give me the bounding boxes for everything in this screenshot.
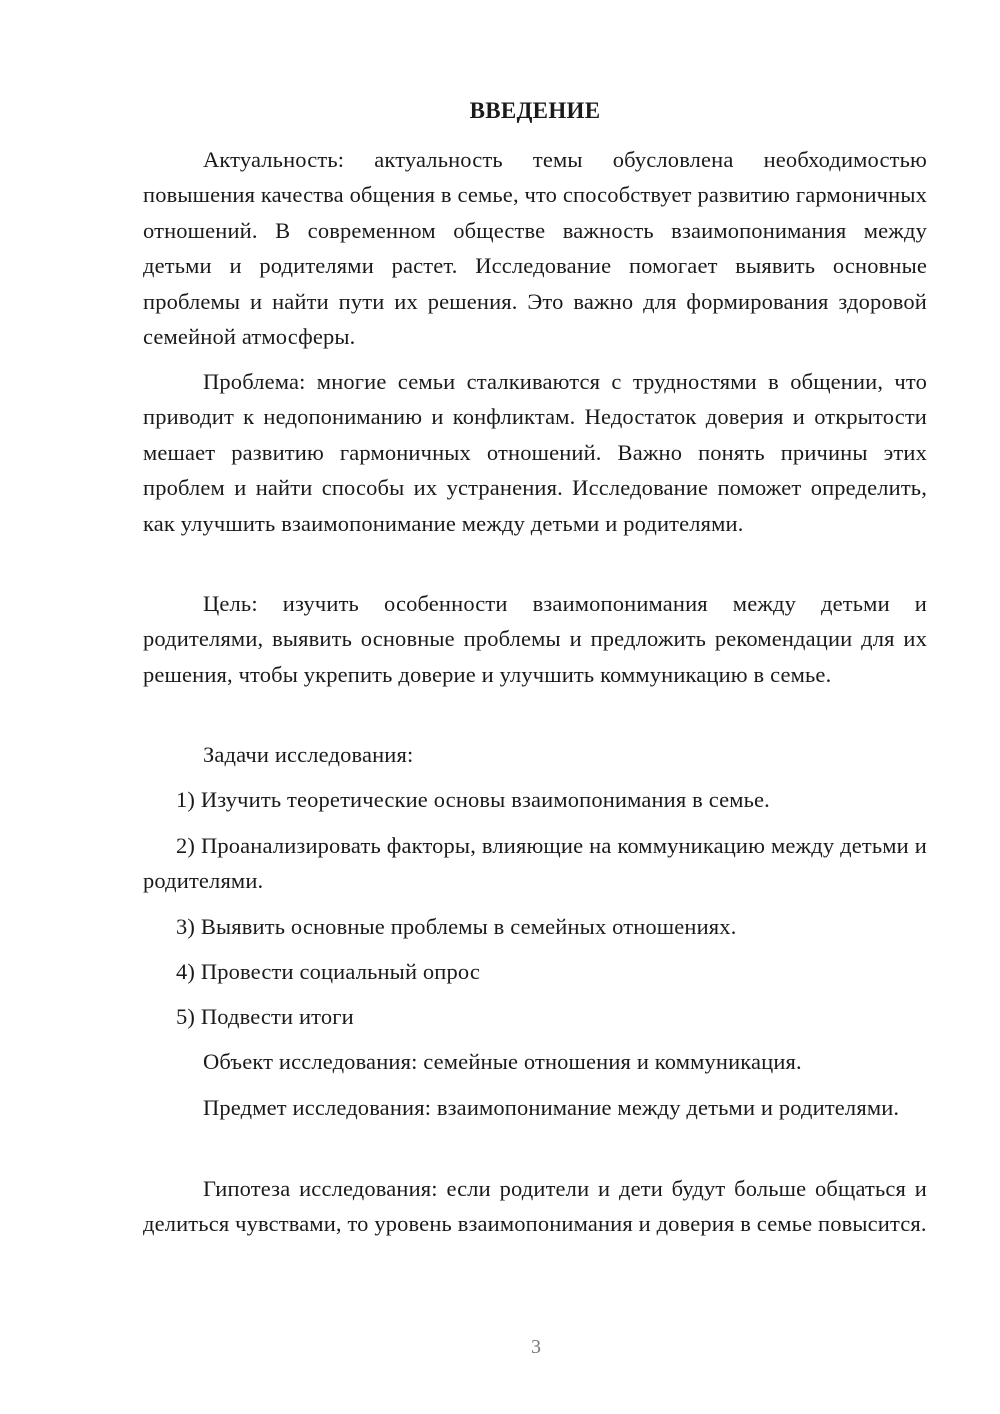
page-number: 3: [531, 1336, 541, 1358]
paragraph-subject: Предмет исследования: взаимопонимание между детьми и родителями.: [203, 1095, 900, 1120]
task-item-4: 4) Провести социальный опрос: [176, 959, 480, 984]
paragraph-hypothesis: Гипотеза исследования: если родители и дети будут больше общаться и делиться чувствами, то уровень взаимопонимания и доверия в семье повысится.: [143, 1176, 927, 1237]
paragraph-object: Объект исследования: семейные отношения и коммуникация.: [203, 1049, 802, 1074]
paragraph-relevance: Актуальность: актуальность темы обусловлена необходимостью повышения качества общения в семье, что способствует развитию гармоничных отношений. В современном обществе важность взаимопонимания между детьми и родителями растет. Исследование помогает выявить основные проблемы и найти пути их решения. Это важно для формирования здоровой семейной атмосферы.: [143, 147, 927, 350]
task-item-1: 1) Изучить теоретические основы взаимопонимания в семье.: [176, 787, 770, 812]
page-title: ВВЕДЕНИЕ: [469, 98, 601, 123]
paragraph-problem: Проблема: многие семьи сталкиваются с трудностями в общении, что приводит к недопониманию и конфликтам. Недостаток доверия и открытости мешает развитию гармоничных отношений. Важно понять причины этих проблем и найти способы их устранения. Исследование поможет определить, как улучшить взаимопонимание между детьми и родителями.: [143, 369, 927, 536]
paragraph-tasks-heading: Задачи исследования:: [203, 742, 414, 767]
paragraph-goal: Цель: изучить особенности взаимопонимания между детьми и родителями, выявить основные проблемы и предложить рекомендации для их решения, чтобы укрепить доверие и улучшить коммуникацию в семье.: [143, 591, 927, 687]
task-item-5: 5) Подвести итоги: [176, 1004, 354, 1029]
task-item-3: 3) Выявить основные проблемы в семейных отношениях.: [176, 914, 737, 939]
task-item-2: 2) Проанализировать факторы, влияющие на коммуникацию между детьми и родителями.: [143, 833, 927, 894]
